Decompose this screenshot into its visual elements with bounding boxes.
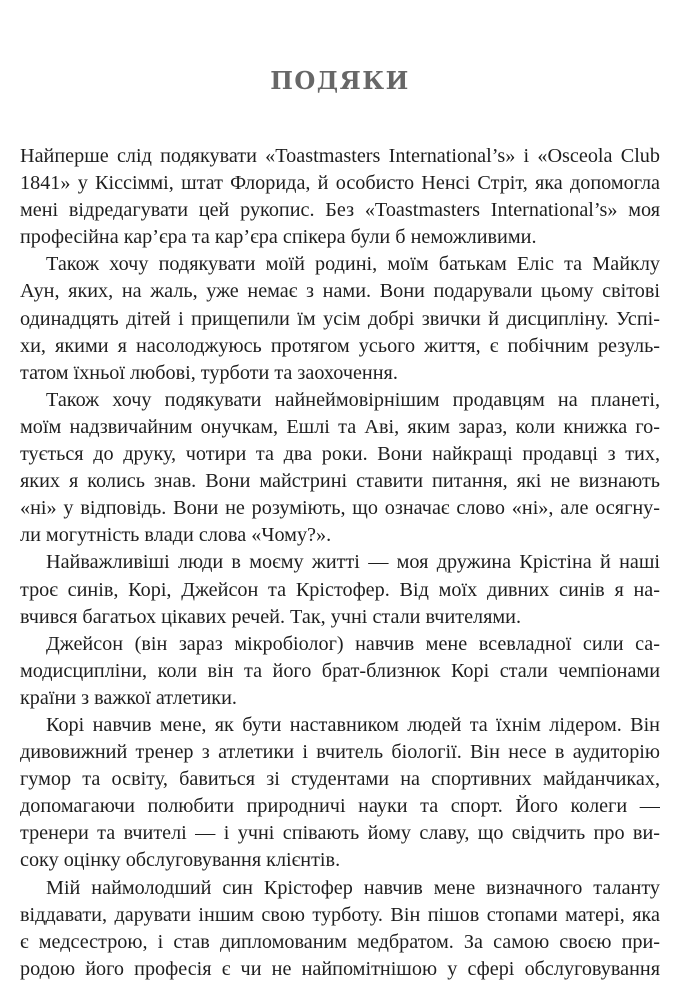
text-line: професійна кар’єра та кар’єра спікера були б неможливими.	[20, 226, 537, 249]
text-line: Також хочу подякувати найнеймовірнішим продавцям на планеті,	[46, 388, 660, 411]
text-line: дивовижний тренер з атлетики і вчитель біології. Він несе в аудиторію	[20, 741, 660, 764]
paragraph	[20, 875, 660, 983]
acknowledgements-text	[20, 143, 660, 983]
text-line: Корі навчив мене, як бути наставником людей та їхнім лідером. Він	[46, 713, 660, 736]
text-line: Мій наймолодший син Крістофер навчив мене визначного таланту	[46, 876, 660, 899]
text-line: Найперше слід подякувати «Toastmasters International’s» і «Osceola Club	[20, 145, 660, 167]
text-line: соку оцінку обслуговування клієнтів.	[20, 849, 341, 872]
paragraph	[20, 387, 660, 550]
text-line: татом їхньої любові, турботи та заохочення.	[20, 361, 398, 384]
paragraph	[20, 549, 660, 630]
paragraph	[20, 712, 660, 875]
text-line: є медсестрою, і став дипломованим медбратом. За самою своєю при-	[20, 930, 660, 953]
text-line: 1841» у Кіссіммі, штат Флорида, й особисто Ненсі Стріт, яка допомогла	[20, 172, 660, 195]
text-line: країни з важкої атлетики.	[20, 686, 237, 709]
text-line: модисципліни, коли він та його брат-близнюк Корі стали чемпіонами	[20, 659, 660, 682]
text-line: родою його професія є чи не найпомітнішою у сфері обслуговування	[20, 957, 660, 980]
text-line: Найважливіші люди в моєму житті — моя дружина Крістіна й наші	[46, 551, 660, 574]
page-title: ПОДЯКИ	[270, 66, 410, 95]
text-line: тренери та вчителі — і учні співають йому славу, що свідчить про ви-	[20, 822, 660, 845]
text-line: віддавати, дарувати іншим свою турботу. Він пішов стопами матері, яка	[20, 903, 660, 926]
text-line: «ні» у відповідь. Вони не розуміють, що означає слово «ні», але осягну-	[20, 497, 660, 520]
text-line: Джейсон (він зараз мікробіолог) навчив мене всевладної сили са-	[46, 632, 660, 655]
text-line: одинадцять дітей і прищепили їм усім добрі звички й дисципліну. Успі-	[20, 307, 660, 330]
paragraph	[20, 143, 660, 251]
text-line: моїм надзвичайним онучкам, Ешлі та Аві, яким зараз, коли книжка го-	[20, 415, 660, 438]
text-line: хи, якими я насолоджуюсь протягом усього життя, є побічним резуль-	[20, 334, 660, 357]
text-line: допомагаючи полюбити природничі науки та спорт. Його колеги —	[20, 795, 660, 818]
text-line: тується до друку, чотири та два роки. Вони найкращі продавці з тих,	[20, 443, 660, 466]
text-line: гумор та освіту, бавиться зі студентами на спортивних майданчиках,	[20, 768, 660, 791]
text-line: Також хочу подякувати моїй родині, моїм батькам Еліс та Майклу	[46, 253, 660, 276]
paragraph	[20, 251, 660, 386]
paragraph	[20, 631, 660, 712]
text-line: мені відредагувати цей рукопис. Без «Toastmasters International’s» моя	[20, 199, 660, 222]
text-line: яких я колись знав. Вони майстрині ставити питання, які не визнають	[20, 470, 660, 493]
text-line: вчився багатьох цікавих речей. Так, учні стали вчителями.	[20, 605, 522, 628]
text-line: троє синів, Корі, Джейсон та Крістофер. Від моїх дивних синів я на-	[20, 578, 660, 601]
text-line: Аун, яких, на жаль, уже немає з нами. Вони подарували цьому світові	[20, 280, 660, 303]
text-line: ли могутність влади слова «Чому?».	[20, 524, 332, 547]
